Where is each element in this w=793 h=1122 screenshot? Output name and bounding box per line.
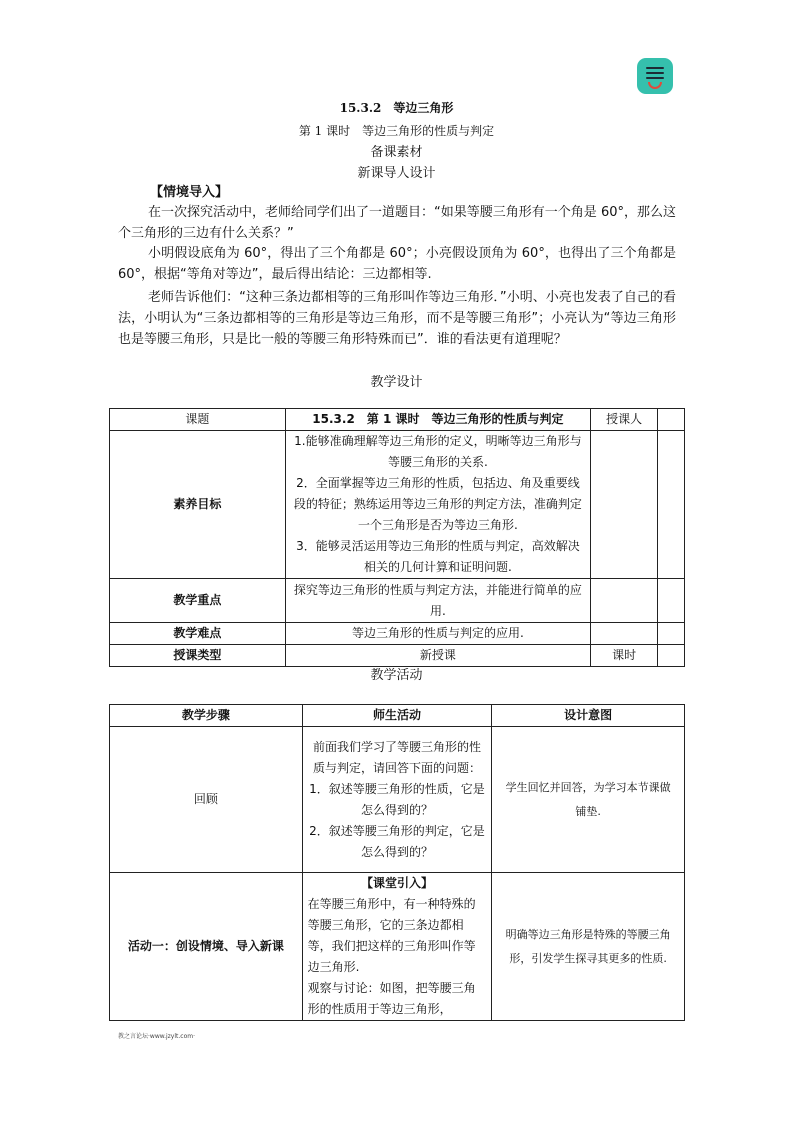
type-value: 新授课 — [285, 645, 590, 667]
key-value: 探究等边三角形的性质与判定方法，并能进行简单的应用. — [285, 579, 590, 623]
activity-line: 在等腰三角形中，有一种特殊的等腰三角形，它的三条边都相等，我们把这样的三角形叫作等边三角形. — [307, 897, 476, 974]
table-row — [110, 579, 685, 623]
activity-title: 【课堂引入】 — [360, 876, 433, 890]
goals-cell — [285, 431, 590, 579]
material-heading: 备课素材 — [370, 145, 423, 160]
logo-line — [646, 67, 664, 69]
teacher-value — [658, 409, 685, 431]
activity-table — [109, 704, 685, 1021]
table-row — [110, 431, 685, 579]
goal-item: 2．全面掌握等边三角形的性质，包括边、角及重要线段的特征；熟练运用等边三角形的判定方法，准确判定一个三角形是否为等边三角形. — [293, 476, 582, 532]
goal-item: 1.能够准确理解等边三角形的定义，明晰等边三角形与等腰三角形的关系. — [294, 434, 582, 469]
table-row — [110, 409, 685, 431]
table-row — [110, 623, 685, 645]
goals-label: 素养目标 — [110, 431, 286, 579]
logo-icon — [637, 58, 673, 94]
empty-cell — [658, 623, 685, 645]
column-header: 师生活动 — [302, 705, 492, 727]
column-header: 教学步骤 — [110, 705, 303, 727]
table-row — [110, 873, 685, 1021]
intent-cell: 明确等边三角形是特殊的等腰三角形，引发学生探寻其更多的性质. — [492, 873, 685, 1021]
activity-line: 观察与讨论：如图，把等腰三角形的性质用于等边三角形， — [307, 981, 476, 1016]
page-title: 15.3.2 等边三角形 — [339, 101, 454, 115]
intro-paragraph: 在一次探究活动中，老师给同学们出了一道题目：“如果等腰三角形有一个角是 60°，那么这个三角形的三边有什么关系？” — [118, 205, 676, 241]
activity-line: 1．叙述等腰三角形的性质，它是怎么得到的？ — [309, 781, 485, 817]
goal-item: 3．能够灵活运用等边三角形的性质与判定，高效解决相关的几何计算和证明问题. — [296, 539, 580, 574]
activity-cell — [302, 727, 492, 873]
intent-cell: 学生回忆并回答，为学习本节课做铺垫. — [492, 727, 685, 873]
logo-line — [646, 77, 664, 79]
section-title: 【情境导入】 — [150, 185, 229, 200]
intro-paragraph: 小明假设底角为 60°，得出了三个角都是 60°；小亮假设顶角为 60°，也得出了三个角都是 60°，根据“等角对等边”，最后得出结论：三边都相等. — [118, 246, 676, 282]
design-table-caption: 教学设计 — [370, 375, 423, 390]
empty-cell — [658, 431, 685, 579]
difficulty-value: 等边三角形的性质与判定的应用. — [285, 623, 590, 645]
activity-cell — [302, 873, 492, 1021]
logo-line — [646, 72, 664, 74]
empty-cell — [591, 623, 658, 645]
topic-label: 课题 — [110, 409, 286, 431]
step-cell: 回顾 — [110, 727, 303, 873]
footer-text: 教之言论坛·www.jzylt.com· — [118, 1033, 196, 1040]
key-label: 教学重点 — [110, 579, 286, 623]
table-row — [110, 727, 685, 873]
logo-smile — [648, 82, 662, 89]
activity-line: 前面我们学习了等腰三角形的性质与判定，请回答下面的问题： — [312, 739, 481, 775]
intro-design-heading: 新课导人设计 — [357, 166, 436, 181]
activity-table-caption: 教学活动 — [370, 668, 423, 683]
column-header: 设计意图 — [492, 705, 685, 727]
lesson-subtitle: 第 1 课时 等边三角形的性质与判定 — [298, 124, 495, 138]
empty-cell — [658, 579, 685, 623]
topic-value: 15.3.2 第 1 课时 等边三角形的性质与判定 — [285, 409, 590, 431]
intro-paragraph: 老师告诉他们：“这种三条边都相等的三角形叫作等边三角形．”小明、小亮也发表了自己的看法，小明认为“三条边都相等的三角形是等边三角形，而不是等腰三角形”；小亮认为“等边三角形也是等腰三角形，只是比一般的等腰三角形特殊而已”．谁的看法更有道理呢？ — [118, 290, 676, 347]
hours-label: 课时 — [591, 645, 658, 667]
empty-cell — [591, 579, 658, 623]
empty-cell — [591, 431, 658, 579]
teacher-label: 授课人 — [591, 409, 658, 431]
activity-line: 2．叙述等腰三角形的判定，它是怎么得到的？ — [309, 823, 485, 859]
type-label: 授课类型 — [110, 645, 286, 667]
step-cell: 活动一：创设情境、导入新课 — [110, 873, 303, 1021]
design-table — [109, 408, 685, 667]
table-header-row — [110, 705, 685, 727]
difficulty-label: 教学难点 — [110, 623, 286, 645]
